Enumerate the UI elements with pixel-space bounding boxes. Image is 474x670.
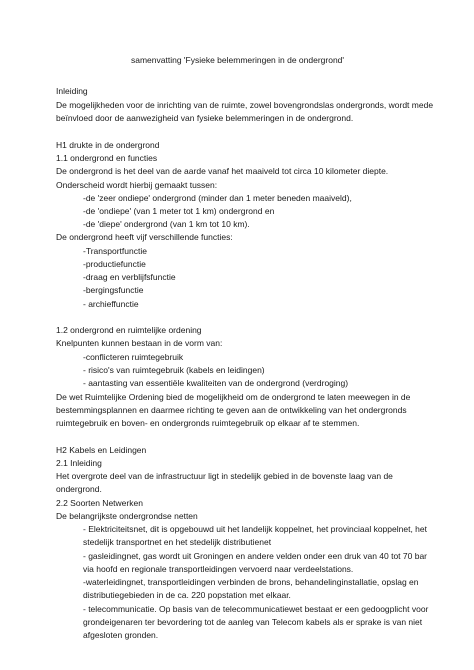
list-item: -de 'diepe' ondergrond (van 1 km tot 10 km).: [83, 219, 250, 229]
list-item: grondeigenaren ter bevordering tot de aanleg van Telecom kabels als er sprake is van niet: [83, 617, 423, 627]
list-item: - risico's van ruimtegebruik (kabels en leidingen): [83, 365, 265, 375]
paragraph-line: Het overgrote deel van de infrastructuur ligt in stedelijk gebied in de bovenste laag van de: [56, 471, 393, 481]
heading-1-1: 1.1 ondergrond en functies: [56, 153, 158, 163]
paragraph-line: De wet Ruimtelijke Ordening bied de mogelijkheid om de ondergrond te laten meewegen in de: [56, 392, 411, 402]
list-item: - aantasting van essentiële kwaliteiten van de ondergrond (verdroging): [83, 378, 349, 388]
paragraph-line: De ondergrond heeft vijf verschillende functies:: [56, 232, 233, 242]
list-item: - telecommunicatie. Op basis van de telecommunicatiewet bestaat er een gedoogplicht voor: [83, 604, 429, 614]
list-item: - Elektriciteitsnet, dit is opgebouwd uit het landelijk koppelnet, het provinciaal koppelnet, het: [83, 524, 427, 534]
heading-2-1: 2.1 Inleiding: [56, 458, 102, 468]
heading-inleiding: Inleiding: [56, 86, 88, 96]
list-item: afgesloten gronden.: [83, 630, 159, 640]
list-item: - archieffunctie: [83, 299, 139, 309]
list-item: -Transportfunctie: [83, 246, 147, 256]
list-item: -productiefunctie: [83, 259, 146, 269]
list-item: -bergingsfunctie: [83, 285, 144, 295]
paragraph-line: De mogelijkheden voor de inrichting van de ruimte, zowel bovengrondslas ondergronds, wordt mede: [56, 100, 434, 110]
list-item: -de 'zeer ondiepe' ondergrond (minder dan 1 meter beneden maaiveld),: [83, 193, 352, 203]
paragraph-line: Onderscheid wordt hierbij gemaakt tussen:: [56, 180, 218, 190]
heading-2-2: 2.2 Soorten Netwerken: [56, 498, 143, 508]
document-title: samenvatting 'Fysieke belemmeringen in de ondergrond': [131, 55, 345, 65]
list-item: distributiegebieden in de ca. 220 popstation met elkaar.: [83, 590, 291, 600]
list-item: - gasleidingnet, gas wordt uit Groningen en andere velden onder een druk van 40 tot 70 bar: [83, 551, 428, 561]
list-item: -conflicteren ruimtegebruik: [83, 352, 184, 362]
list-item: -draag en verblijfsfunctie: [83, 272, 176, 282]
paragraph-line: beïnvloed door de aanwezigheid van fysieke belemmeringen in de ondergrond.: [56, 113, 354, 123]
paragraph-line: bestemmingsplannen en daarmee richting te geven aan de ontwikkeling van het ondergronds: [56, 405, 407, 415]
list-item: -de 'ondiepe' (van 1 meter tot 1 km) ondergrond en: [83, 206, 275, 216]
heading-h2: H2 Kabels en Leidingen: [56, 445, 147, 455]
paragraph-line: Knelpunten kunnen bestaan in de vorm van:: [56, 338, 223, 348]
heading-h1: H1 drukte in de ondergrond: [56, 140, 160, 150]
paragraph-line: De ondergrond is het deel van de aarde vanaf het maaiveld tot circa 10 kilometer diepte.: [56, 166, 389, 176]
paragraph-line: ondergrond.: [56, 484, 102, 494]
heading-1-2: 1.2 ondergrond en ruimtelijke ordening: [56, 325, 202, 335]
list-item: -waterleidingnet, transportleidingen verbinden de brons, behandelinginstallatie, opslag en: [83, 577, 419, 587]
paragraph-line: De belangrijkste ondergrondse netten: [56, 511, 198, 521]
list-item: via hoofd en regionale transportleidingen vervoerd naar verdeelstations.: [83, 564, 354, 574]
list-item: stedelijk transportnet en het stedelijk distributienet: [83, 537, 272, 547]
paragraph-line: ruimtegebruik en boven- en ondergronds ruimtegebruik op elkaar af te stemmen.: [56, 418, 360, 428]
